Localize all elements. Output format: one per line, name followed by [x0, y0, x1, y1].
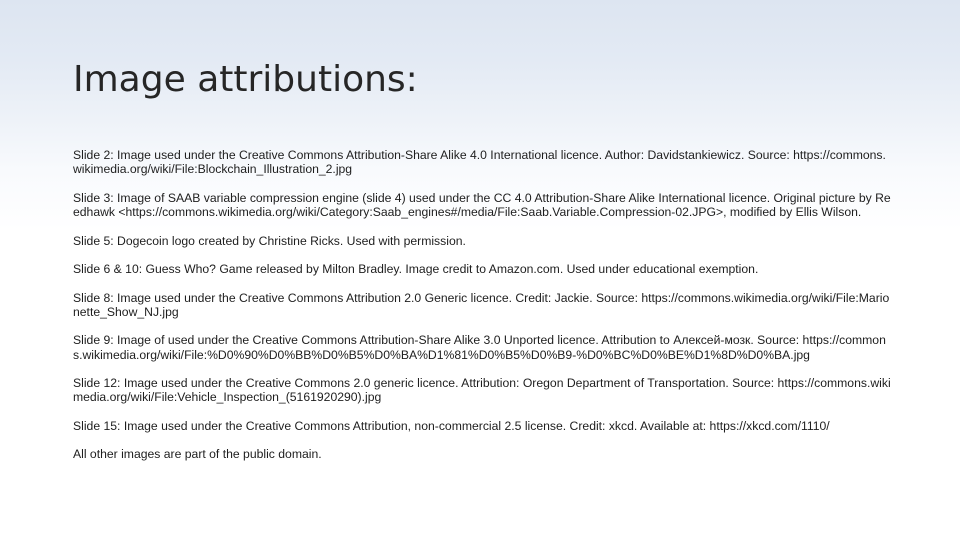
attribution-item: Slide 6 & 10: Guess Who? Game released by Milton Bradley. Image credit to Amazon.com. Used under educational exemption.: [73, 262, 759, 277]
attribution-item: Slide 9: Image of used under the Creative Commons Attribution-Share Alike 3.0 Unported licence. Attribution to Алексей-мозк. Source: https://commons.wikimedia.org/wiki/File:%D0%90%D0%BB%D0%B5%D0%BA%D1%81%D0%B5%D0%B9-%D0%BC%D0%BE%D1%8D%D0%BA.jpg: [73, 333, 886, 362]
attribution-item: Slide 12: Image used under the Creative Commons 2.0 generic licence. Attribution: Oregon Department of Transportation. Source: https://commons.wikimedia.org/wiki/File:Vehicle_Inspection_(5161920290).jpg: [73, 376, 891, 405]
attribution-item: Slide 5: Dogecoin logo created by Christine Ricks. Used with permission.: [73, 233, 466, 248]
attribution-item: All other images are part of the public domain.: [73, 447, 322, 462]
attribution-list: [73, 148, 893, 476]
attribution-item: Slide 8: Image used under the Creative Commons Attribution 2.0 Generic licence. Credit: Jackie. Source: https://commons.wikimedia.org/wiki/File:Marionette_Show_NJ.jpg: [73, 290, 890, 319]
slide-title: Image attributions:: [73, 59, 418, 100]
attribution-item: Slide 3: Image of SAAB variable compression engine (slide 4) used under the CC 4.0 Attribution-Share Alike International licence. Original picture by Reedhawk <https://commons.wikimedia.org/wiki/Category:Saab_engines#/media/File:Saab.Variable.Compression-02.JPG>, modified by Ellis Wilson.: [73, 190, 891, 220]
attribution-item: Slide 15: Image used under the Creative Commons Attribution, non-commercial 2.5 license. Credit: xkcd. Available at: https://xkcd.com/1110/: [73, 418, 830, 433]
attribution-item: Slide 2: Image used under the Creative Commons Attribution-Share Alike 4.0 International licence. Author: Davidstankiewicz. Source: https://commons.wikimedia.org/wiki/File:Blockchain_Illustration_2.jpg: [73, 148, 886, 177]
